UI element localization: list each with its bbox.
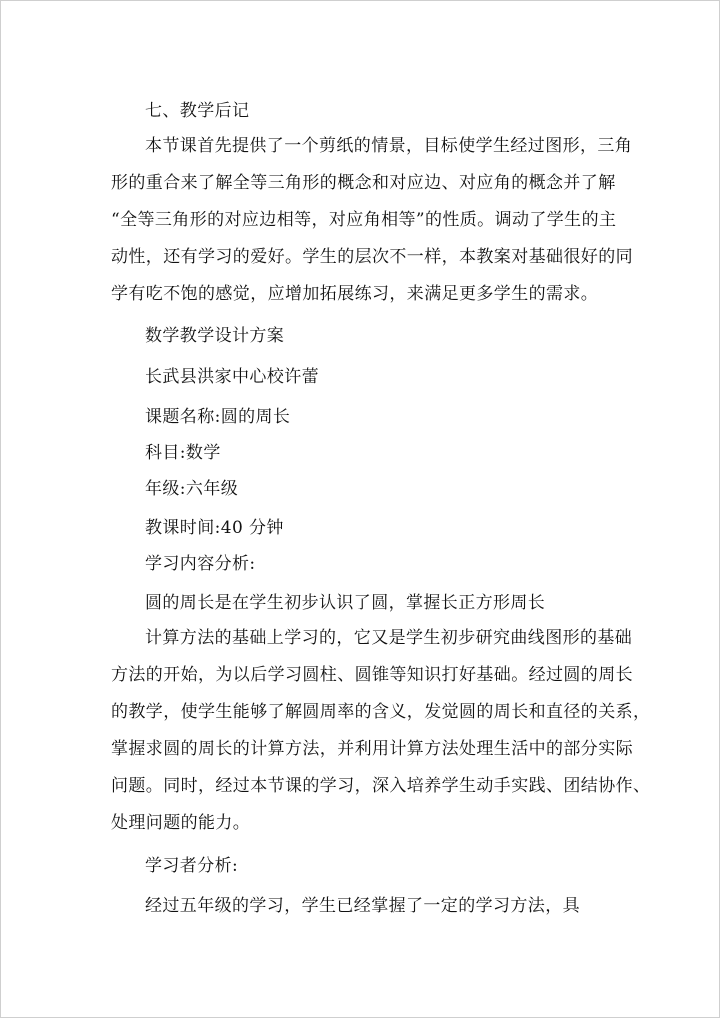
- author-line: 长武县洪家中心校许蕾: [145, 367, 319, 387]
- duration-line: 教课时间:40 分钟: [145, 518, 284, 538]
- plan-title: 数学教学设计方案: [145, 326, 285, 346]
- content-analysis-paragraph: [111, 628, 651, 850]
- paragraph-line: 计算方法的基础上学习的，它又是学生初步研究曲线图形的基础: [145, 628, 633, 648]
- afterword-paragraph: [111, 136, 633, 321]
- paragraph-line: 处理问题的能力。: [111, 813, 251, 833]
- paragraph-line: 的教学，使学生能够了解圆周率的含义，发觉圆的周长和直径的关系，: [111, 702, 651, 722]
- paragraph-line: 方法的开始，为以后学习圆柱、圆锥等知识打好基础。经过圆的周长: [111, 665, 633, 685]
- section-heading-afterword: 七、教学后记: [145, 101, 250, 121]
- content-analysis-heading: 学习内容分析:: [145, 554, 256, 574]
- learner-analysis-heading: 学习者分析:: [145, 856, 239, 876]
- paragraph-line: 学有吃不饱的感觉，应增加拓展练习，来满足更多学生的需求。: [111, 284, 599, 304]
- course-name-line: 课题名称:圆的周长: [145, 407, 291, 427]
- paragraph-line: 掌握求圆的周长的计算方法，并利用计算方法处理生活中的部分实际: [111, 739, 633, 759]
- learner-analysis-first-line: 经过五年级的学习，学生已经掌握了一定的学习方法，具: [145, 896, 580, 916]
- paragraph-line: 问题。同时，经过本节课的学习，深入培养学生动手实践、团结协作、: [111, 776, 651, 796]
- paragraph-line: “全等三角形的对应边相等，对应角相等”的性质。调动了学生的主: [111, 210, 617, 230]
- content-analysis-first-line: 圆的周长是在学生初步认识了圆，掌握长正方形周长: [145, 593, 546, 613]
- paragraph-line: 形的重合来了解全等三角形的概念和对应边、对应角的概念并了解: [111, 173, 616, 193]
- paragraph-line: 本节课首先提供了一个剪纸的情景，目标使学生经过图形，三角: [145, 136, 633, 156]
- paragraph-line: 动性，还有学习的爱好。学生的层次不一样，本教案对基础很好的同: [111, 247, 633, 267]
- grade-line: 年级:六年级: [145, 479, 239, 499]
- subject-line: 科目:数学: [145, 443, 221, 463]
